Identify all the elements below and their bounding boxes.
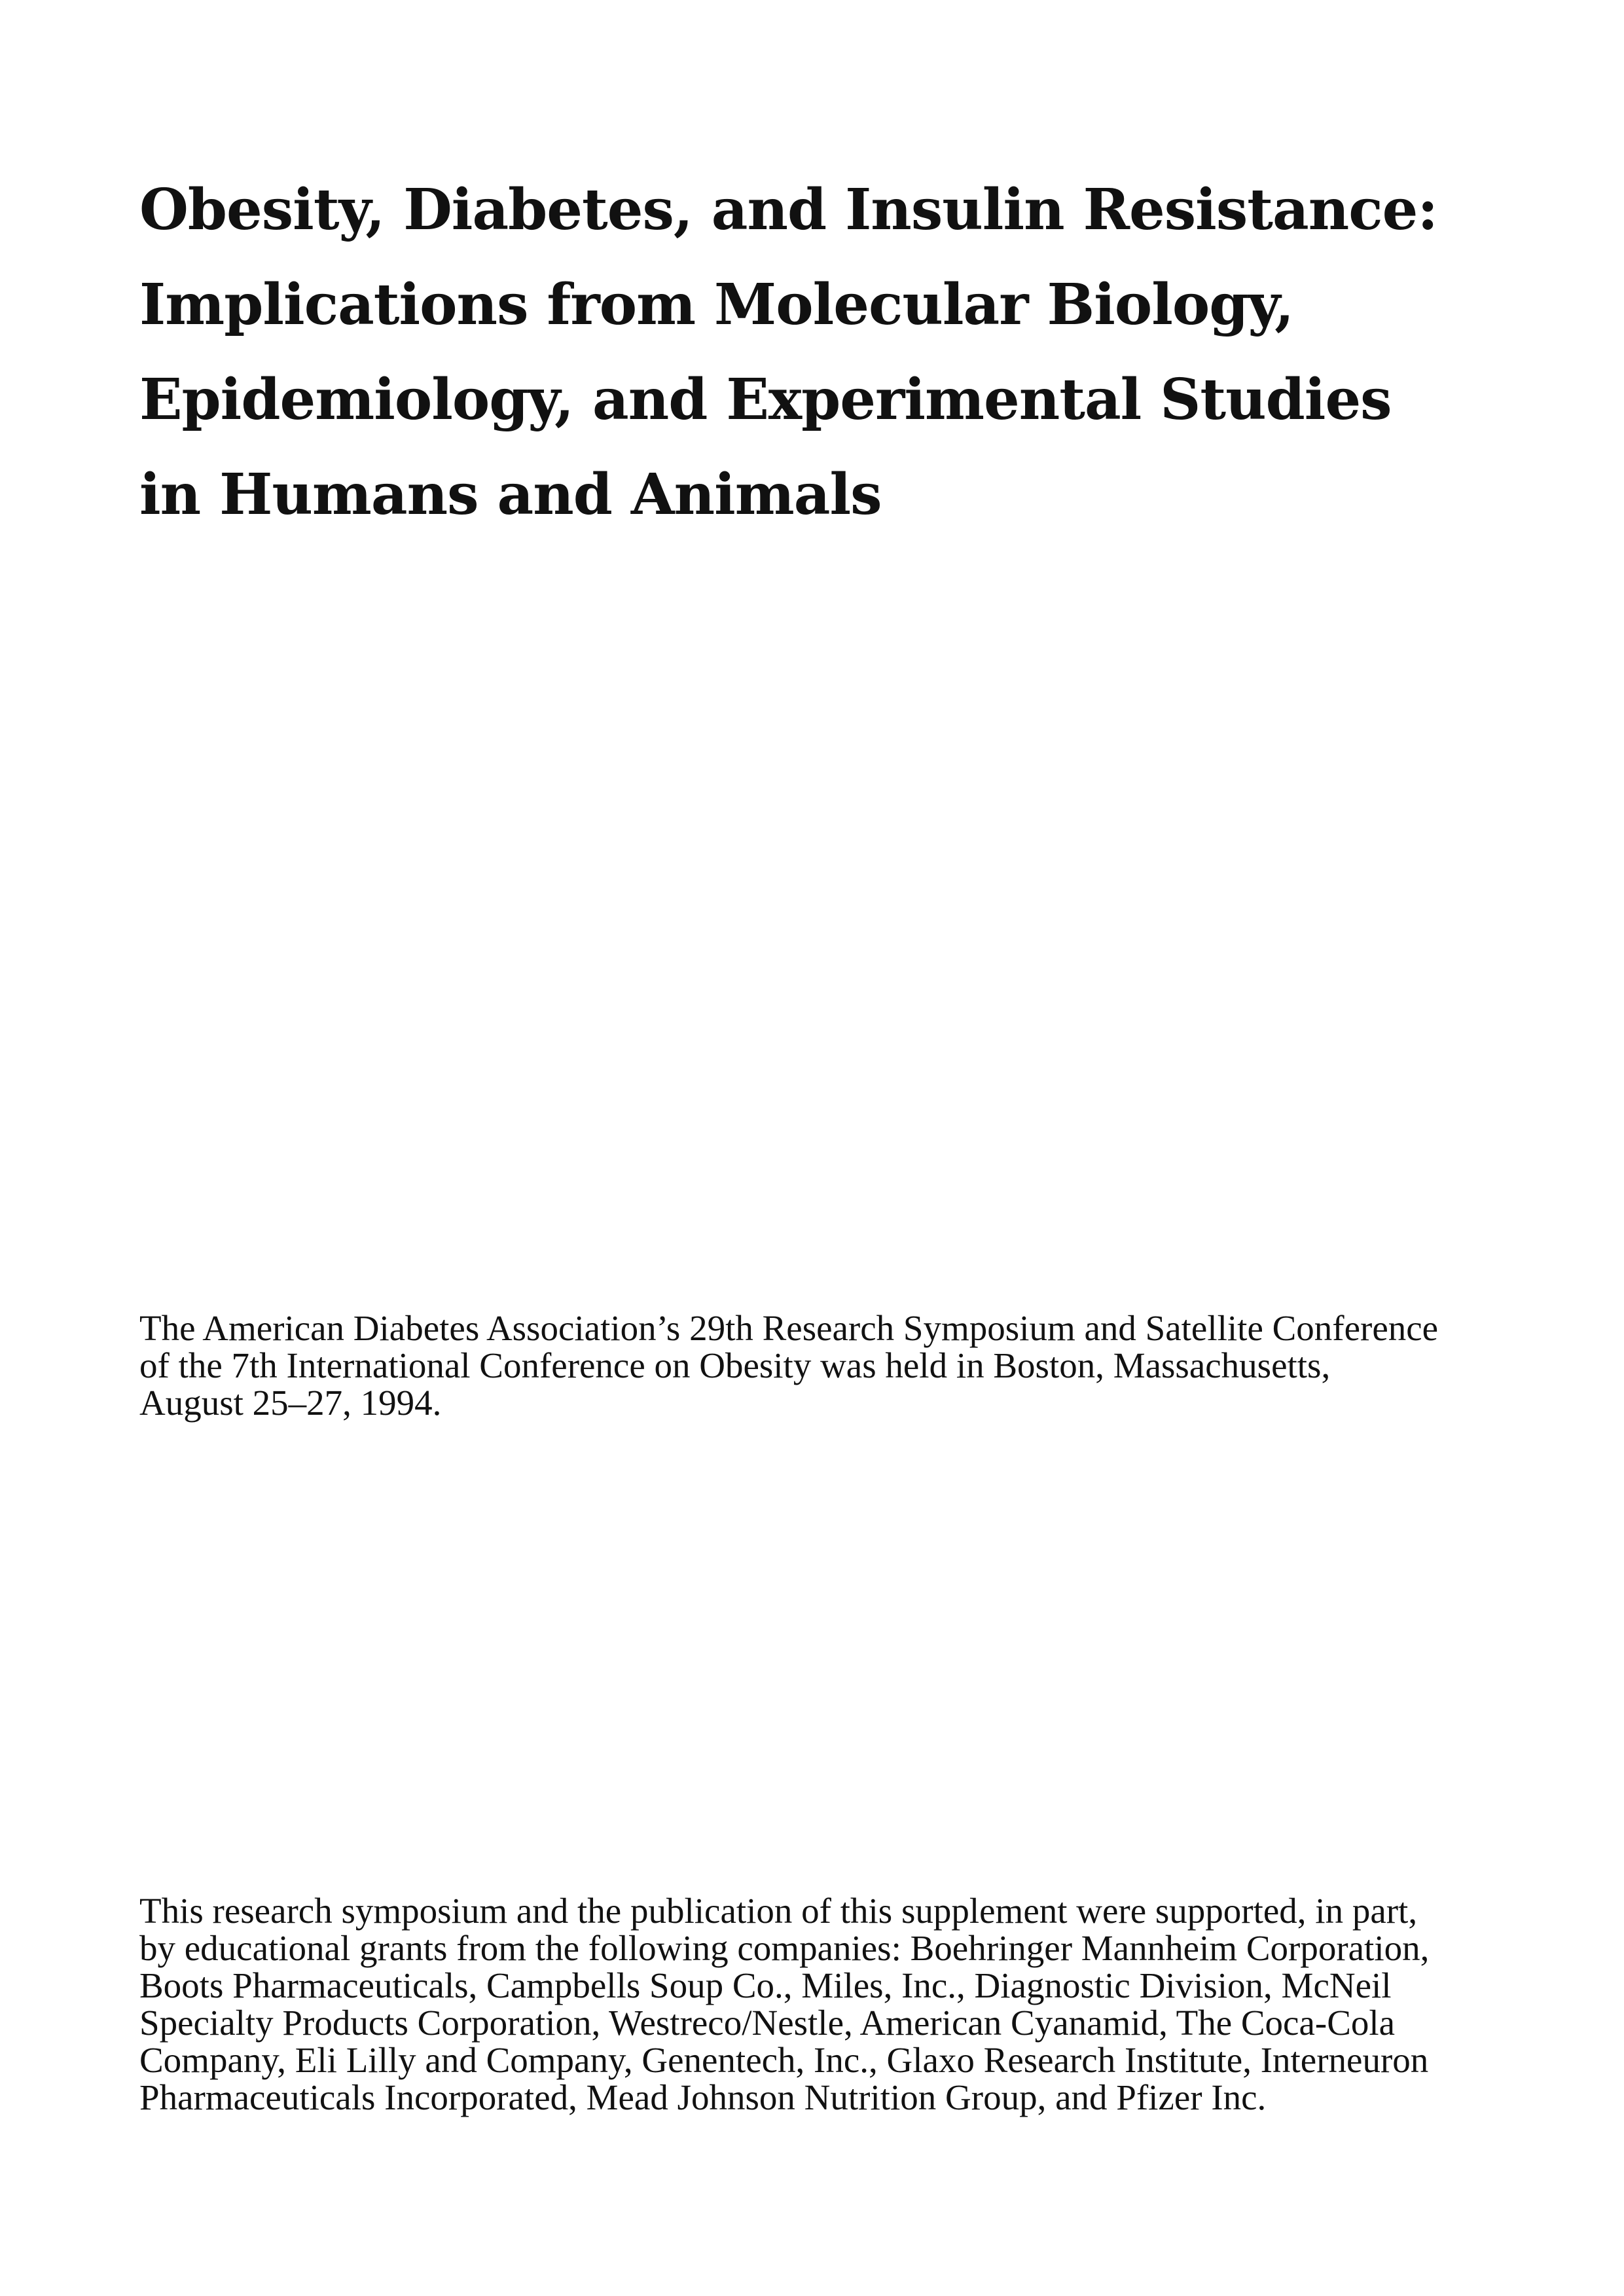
symposium-note-line: of the 7th International Conference on Obesity was held in Boston, Massachusetts, (139, 1345, 1331, 1385)
title-line: Implications from Molecular Biology, (139, 272, 1294, 338)
support-note (139, 1892, 1494, 2116)
support-note-line: by educational grants from the following companies: Boehringer Mannheim Corporation, (139, 1928, 1430, 1968)
page-title (139, 162, 1514, 542)
title-line: in Humans and Animals (139, 462, 882, 528)
support-note-line: Boots Pharmaceuticals, Campbells Soup Co., Miles, Inc., Diagnostic Division, McNeil (139, 1965, 1392, 2005)
support-note-line: Company, Eli Lilly and Company, Genentech, Inc., Glaxo Research Institute, Interneuron (139, 2040, 1429, 2080)
symposium-note-line: August 25–27, 1994. (139, 1383, 442, 1423)
support-note-line: This research symposium and the publication of this supplement were supported, in part, (139, 1891, 1418, 1931)
support-note-line: Pharmaceuticals Incorporated, Mead Johnson Nutrition Group, and Pfizer Inc. (139, 2077, 1267, 2117)
symposium-note (139, 1309, 1494, 1421)
title-line: Obesity, Diabetes, and Insulin Resistance: (139, 177, 1438, 243)
symposium-note-line: The American Diabetes Association’s 29th Research Symposium and Satellite Conference (139, 1308, 1439, 1348)
support-note-line: Specialty Products Corporation, Westreco/Nestle, American Cyanamid, The Coca-Cola (139, 2003, 1396, 2043)
title-line: Epidemiology, and Experimental Studies (139, 367, 1392, 433)
